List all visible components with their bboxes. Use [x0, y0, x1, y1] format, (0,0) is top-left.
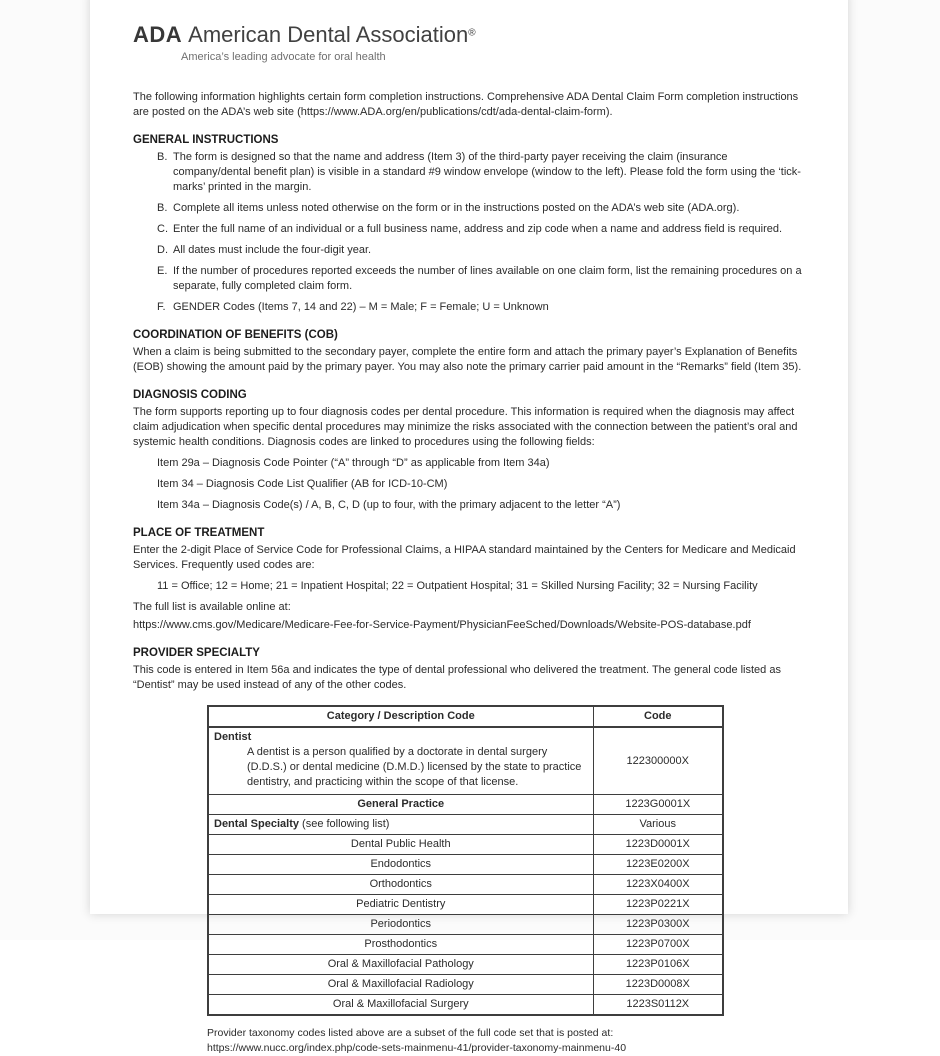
- code-cell: 1223G0001X: [593, 795, 723, 815]
- category-cell: Oral & Maxillofacial Radiology: [208, 975, 593, 995]
- heading-coordination-of-benefits: COORDINATION OF BENEFITS (COB): [133, 329, 338, 341]
- category-label: Dental Specialty: [214, 818, 299, 830]
- taxonomy-footnote-text: Provider taxonomy codes listed above are a subset of the full code set that is posted at:: [207, 1027, 614, 1039]
- list-item-text: Complete all items unless noted otherwise on the form or in the instructions posted on the ADA’s web site (ADA.org).: [173, 202, 740, 214]
- table-row: [208, 955, 723, 975]
- code-cell: Various: [593, 815, 723, 835]
- table-row: [208, 915, 723, 935]
- table-header-row: [208, 706, 723, 727]
- code-cell: 122300000X: [593, 727, 723, 795]
- code-cell: 1223P0221X: [593, 895, 723, 915]
- place-codes-line: 11 = Office; 12 = Home; 21 = Inpatient Hospital; 22 = Outpatient Hospital; 31 = Skilled Nursing Facility; 32 = Nursing Facility: [157, 580, 758, 592]
- table-row: [208, 975, 723, 995]
- list-item-letter: B.: [157, 151, 168, 163]
- code-cell: 1223D0008X: [593, 975, 723, 995]
- table-row: [208, 935, 723, 955]
- full-list-label: The full list is available online at:: [133, 601, 291, 613]
- table-row: [208, 875, 723, 895]
- table-row: [208, 895, 723, 915]
- code-cell: 1223P0106X: [593, 955, 723, 975]
- list-item-letter: D.: [157, 244, 168, 256]
- ada-logo-mark: ADA: [133, 22, 183, 47]
- cob-paragraph: When a claim is being submitted to the secondary payer, complete the entire form and attach the primary payer’s Explanation of Benefits (EOB) showing the amount paid by the primary payer. You may also note the primary carrier paid amount in the “Remarks” field (Item 35).: [133, 346, 802, 373]
- list-item-letter: F.: [157, 301, 166, 313]
- list-item-text: All dates must include the four-digit year.: [173, 244, 372, 256]
- code-cell: 1223E0200X: [593, 855, 723, 875]
- general-instructions-list: [133, 150, 808, 315]
- category-label-suffix: (see following list): [298, 818, 390, 830]
- code-cell: 1223S0112X: [593, 995, 723, 1016]
- org-name: American Dental Association: [188, 22, 469, 47]
- list-item: [157, 150, 808, 195]
- intro-paragraph: The following information highlights certain form completion instructions. Comprehensive ADA Dental Claim Form completion instructions are posted on the ADA’s web site (https://www.ADA.org/en/publications/cdt/ada-dental-claim-form).: [133, 91, 799, 118]
- category-cell: Oral & Maxillofacial Pathology: [208, 955, 593, 975]
- diagnosis-item-34: Item 34 – Diagnosis Code List Qualifier (AB for ICD-10-CM): [157, 478, 448, 490]
- org-tagline: America’s leading advocate for oral health: [181, 51, 386, 63]
- category-cell: General Practice: [208, 795, 593, 815]
- list-item-text: GENDER Codes (Items 7, 14 and 22) – M = Male; F = Female; U = Unknown: [173, 301, 549, 313]
- list-item: [157, 201, 808, 216]
- diagnosis-item-34a: Item 34a – Diagnosis Code(s) / A, B, C, D (up to four, with the primary adjacent to the letter “A”): [157, 499, 621, 511]
- list-item-text: If the number of procedures reported exceeds the number of lines available on one claim form, list the remaining procedures on a separate, fully completed claim form.: [173, 265, 802, 292]
- category-cell: [208, 727, 593, 795]
- table-row: [208, 795, 723, 815]
- table-row: [208, 855, 723, 875]
- code-cell: 1223P0700X: [593, 935, 723, 955]
- provider-paragraph: This code is entered in Item 56a and indicates the type of dental professional who delivered the treatment. The general code listed as “Dentist” may be used instead of any of the other codes.: [133, 664, 781, 691]
- code-cell: 1223D0001X: [593, 835, 723, 855]
- category-cell: Oral & Maxillofacial Surgery: [208, 995, 593, 1016]
- heading-provider-specialty: PROVIDER SPECIALTY: [133, 647, 260, 659]
- heading-general-instructions: GENERAL INSTRUCTIONS: [133, 134, 279, 146]
- list-item-letter: C.: [157, 223, 168, 235]
- column-header-code: Code: [593, 706, 723, 727]
- list-item: [157, 222, 808, 237]
- list-item: [157, 300, 808, 315]
- heading-diagnosis-coding: DIAGNOSIS CODING: [133, 389, 247, 401]
- diagnosis-item-29a: Item 29a – Diagnosis Code Pointer (“A” through “D” as applicable from Item 34a): [157, 457, 550, 469]
- diagnosis-paragraph: The form supports reporting up to four diagnosis codes per dental procedure. This information is required when the diagnosis may affect claim adjudication when specific dental procedures may minimize the risks associated with the connection between the patient’s oral and systemic health conditions. Diagnosis codes are linked to procedures using the following fields:: [133, 406, 798, 448]
- heading-place-of-treatment: PLACE OF TREATMENT: [133, 527, 265, 539]
- column-header-category: Category / Description Code: [208, 706, 593, 727]
- category-description: A dentist is a person qualified by a doctorate in dental surgery (D.D.S.) or dental medicine (D.M.D.) licensed by the state to practice dentistry, and practicing within the scope of that license.: [247, 746, 582, 788]
- code-cell: 1223X0400X: [593, 875, 723, 895]
- code-cell: 1223P0300X: [593, 915, 723, 935]
- list-item-text: The form is designed so that the name and address (Item 3) of the third-party payer receiving the claim (insurance company/dental benefit plan) is visible in a standard #9 window envelope (window to the left). Please fold the form using the ‘tick-marks’ printed in the margin.: [173, 151, 801, 193]
- registered-trademark-symbol: ®: [468, 27, 476, 39]
- list-item: [157, 264, 808, 294]
- category-cell: [208, 815, 593, 835]
- list-item-letter: B.: [157, 202, 168, 214]
- place-paragraph: Enter the 2-digit Place of Service Code for Professional Claims, a HIPAA standard maintained by the Centers for Medicare and Medicaid Services. Frequently used codes are:: [133, 544, 796, 571]
- cms-url: https://www.cms.gov/Medicare/Medicare-Fee-for-Service-Payment/PhysicianFeeSched/Downloads/Website-POS-database.pdf: [133, 619, 751, 631]
- list-item-letter: E.: [157, 265, 168, 277]
- category-label: Dentist: [214, 731, 252, 743]
- taxonomy-footnote: [207, 1026, 808, 1056]
- category-cell: Dental Public Health: [208, 835, 593, 855]
- category-cell: Prosthodontics: [208, 935, 593, 955]
- nucc-url: https://www.nucc.org/index.php/code-sets-mainmenu-41/provider-taxonomy-mainmenu-40: [207, 1042, 627, 1054]
- list-item: [157, 243, 808, 258]
- table-row: [208, 727, 723, 795]
- category-cell: Periodontics: [208, 915, 593, 935]
- document-page: [90, 0, 848, 1054]
- table-row: [208, 995, 723, 1016]
- category-cell: Endodontics: [208, 855, 593, 875]
- table-row: [208, 815, 723, 835]
- ada-logo: [133, 22, 808, 63]
- provider-taxonomy-table: [207, 705, 724, 1016]
- table-row: [208, 835, 723, 855]
- list-item-text: Enter the full name of an individual or a full business name, address and zip code when a name and address field is required.: [173, 223, 783, 235]
- category-cell: Orthodontics: [208, 875, 593, 895]
- category-cell: Pediatric Dentistry: [208, 895, 593, 915]
